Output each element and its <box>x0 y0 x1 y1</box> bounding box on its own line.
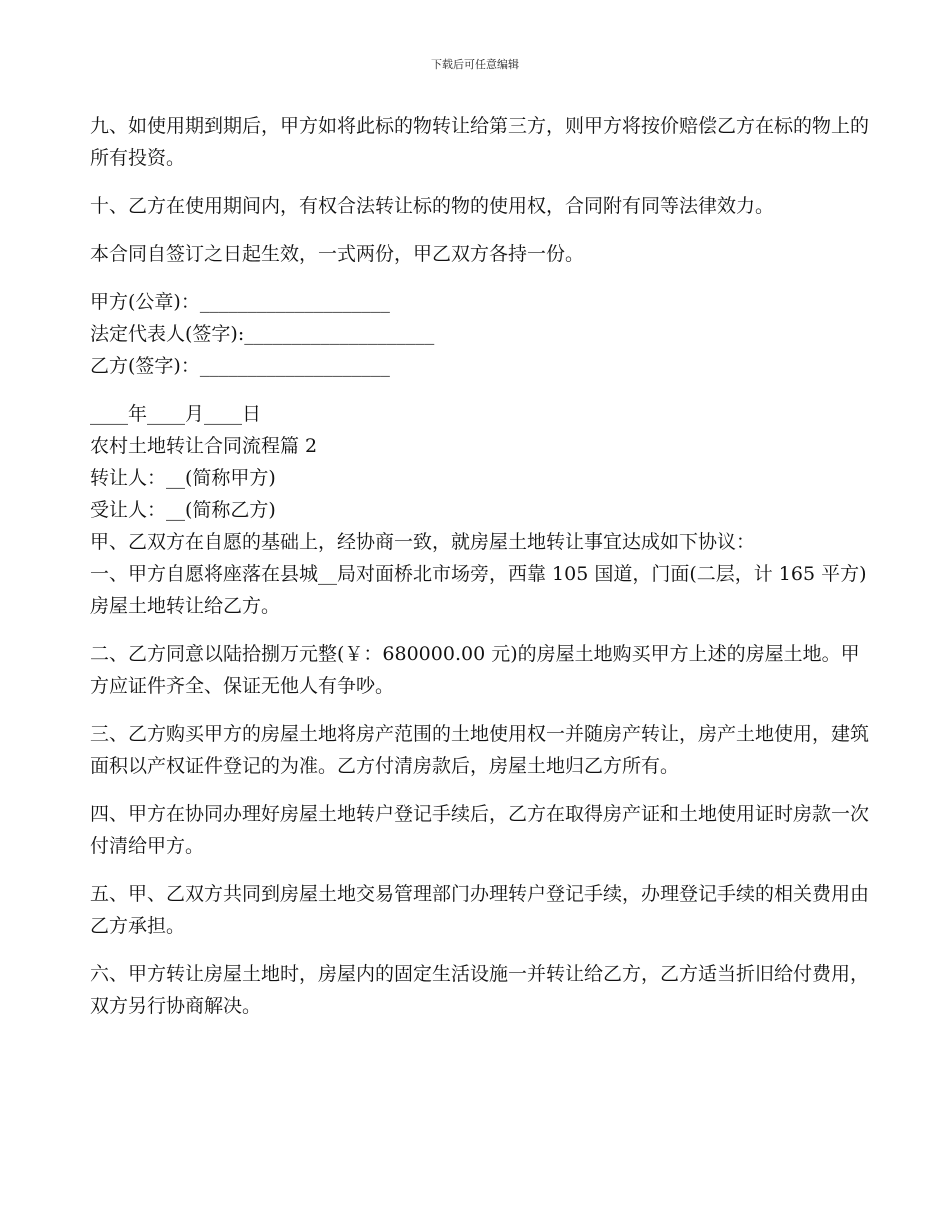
signature-legal-representative: 法定代表人(签字):____________________ <box>90 323 435 345</box>
page-header: 下载后可任意编辑 <box>431 58 519 71</box>
clause-1: 一、甲方自愿将座落在县城__局对面桥北市场旁，西靠 105 国道，门面(二层，计 165 平方)房屋土地转让给乙方。 <box>90 563 867 617</box>
transferor-line: 转让人：__(简称甲方) <box>90 467 276 489</box>
clause-4: 四、甲方在协同办理好房屋土地转户登记手续后，乙方在取得房产证和土地使用证时房款一次付清给甲方。 <box>90 803 870 857</box>
clause-5: 五、甲、乙双方共同到房屋土地交易管理部门办理转户登记手续，办理登记手续的相关费用由乙方承担。 <box>90 883 870 937</box>
clause-6: 六、甲方转让房屋土地时，房屋内的固定生活设施一并转让给乙方，乙方适当折旧给付费用，双方另行协商解决。 <box>90 963 870 1017</box>
effective-statement: 本合同自签订之日起生效，一式两份，甲乙双方各持一份。 <box>90 243 585 265</box>
date-line: ____年____月____日 <box>90 403 262 425</box>
clause-3: 三、乙方购买甲方的房屋土地将房产范围的土地使用权一并随房产转让，房产土地使用，建筑面积以产权证件登记的为准。乙方付清房款后，房屋土地归乙方所有。 <box>90 723 870 777</box>
clause-9: 九、如使用期到期后，甲方如将此标的物转让给第三方，则甲方将按价赔偿乙方在标的物上的所有投资。 <box>90 115 870 169</box>
clause-2: 二、乙方同意以陆拾捌万元整(￥：680000.00 元)的房屋土地购买甲方上述的房屋土地。甲方应证件齐全、保证无他人有争吵。 <box>90 643 860 697</box>
transferee-line: 受让人：__(简称乙方) <box>90 499 276 521</box>
document-body <box>90 110 870 1038</box>
agreement-intro: 甲、乙双方在自愿的基础上，经协商一致，就房屋土地转让事宜达成如下协议： <box>90 531 756 553</box>
signature-party-a: 甲方(公章)：____________________ <box>90 291 390 313</box>
signature-party-b: 乙方(签字)：____________________ <box>90 355 390 377</box>
section-title: 农村土地转让合同流程篇 2 <box>90 435 318 457</box>
clause-10: 十、乙方在使用期间内，有权合法转让标的物的使用权，合同附有同等法律效力。 <box>90 195 775 217</box>
